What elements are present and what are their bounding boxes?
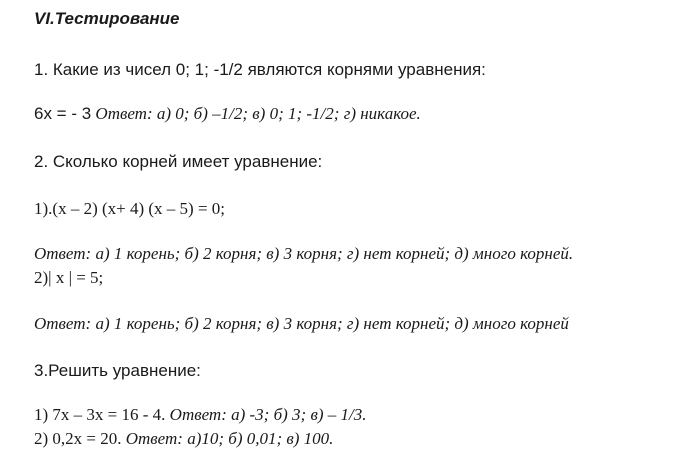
question-3-item-2 — [34, 429, 333, 449]
section-heading: VI.Тестирование — [34, 9, 180, 28]
question-2-equation-2: 2)| х | = 5; — [34, 268, 104, 287]
question-1-equation: 6х = - 3 — [34, 104, 92, 123]
question-1-equation-line — [34, 104, 421, 124]
question-3-item-1-answer: Ответ: а) -3; б) 3; в) – 1/3. — [169, 405, 367, 424]
question-3-item-1 — [34, 405, 366, 425]
question-3-item-1-equation: 1) 7х – 3х = 16 - 4. — [34, 405, 166, 424]
question-2-equation-1: 1).(х – 2) (х+ 4) (х – 5) = 0; — [34, 199, 226, 218]
question-2-answer-2: Ответ: а) 1 корень; б) 2 корня; в) 3 корня; г) нет корней; д) много корней — [34, 314, 569, 333]
question-1-answer: Ответ: а) 0; б) –1/2; в) 0; 1; -1/2; г) никакое. — [95, 104, 421, 123]
question-3-item-2-answer: Ответ: а)10; б) 0,01; в) 100. — [125, 429, 334, 448]
question-2-answer-1: Ответ: а) 1 корень; б) 2 корня; в) 3 корня; г) нет корней; д) много корней. — [34, 244, 574, 263]
question-3-item-2-equation: 2) 0,2х = 20. — [34, 429, 122, 448]
question-1-text: 1. Какие из чисел 0; 1; -1/2 являются корнями уравнения: — [34, 60, 486, 79]
question-3-text: 3.Решить уравнение: — [34, 361, 201, 380]
question-2-text: 2. Сколько корней имеет уравнение: — [34, 152, 323, 171]
